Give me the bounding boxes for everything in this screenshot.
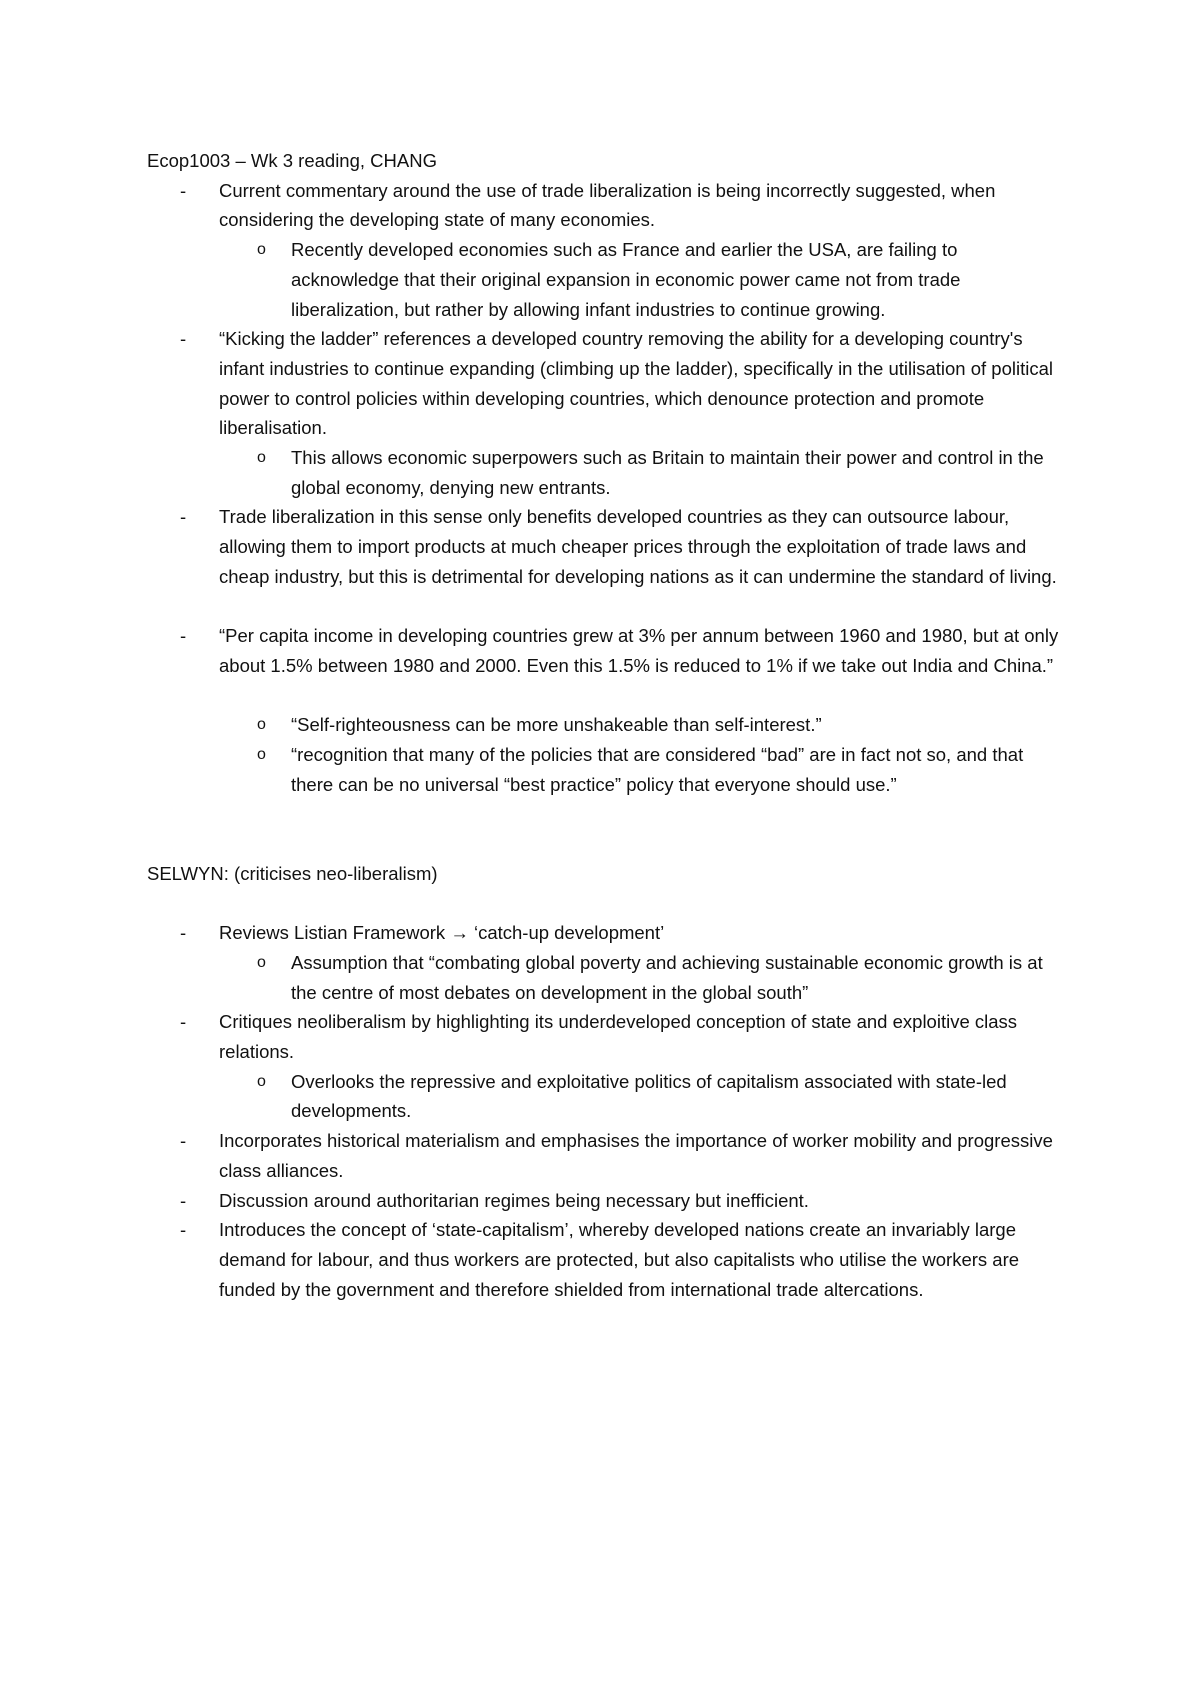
sub-list-item bbox=[219, 740, 1067, 799]
dash-marker: - bbox=[180, 922, 187, 944]
document-body bbox=[147, 146, 1067, 1304]
list-item bbox=[147, 1007, 1067, 1126]
selwyn-list bbox=[147, 918, 1067, 1304]
list-item bbox=[147, 324, 1067, 502]
bullet-marker: o bbox=[257, 716, 266, 734]
blank-line bbox=[219, 681, 1067, 711]
chang-heading: Ecop1003 – Wk 3 reading, CHANG bbox=[147, 150, 437, 171]
bullet-marker: o bbox=[257, 953, 266, 971]
sub-list-item bbox=[219, 948, 1067, 1007]
list-item-text: Critiques neoliberalism by highlighting its underdeveloped conception of state and exploitive class relations. bbox=[219, 1011, 1018, 1063]
chang-list bbox=[147, 176, 1067, 800]
sub-list-item-text: “Self-righteousness can be more unshakeable than self-interest.” bbox=[291, 714, 822, 736]
list-item-text: Reviews Listian Framework bbox=[219, 922, 451, 944]
sub-list-item bbox=[219, 710, 1067, 740]
list-item bbox=[147, 502, 1067, 591]
right-arrow-icon: → bbox=[450, 922, 469, 944]
dash-marker: - bbox=[180, 625, 187, 647]
dash-marker: - bbox=[180, 506, 187, 528]
list-item bbox=[147, 621, 1067, 799]
selwyn-heading: SELWYN: (criticises neo-liberalism) bbox=[147, 862, 438, 884]
blank-line bbox=[147, 889, 1067, 919]
list-item bbox=[147, 1126, 1067, 1185]
dash-marker: - bbox=[180, 1130, 187, 1152]
list-item-text: “Kicking the ladder” references a developed country removing the ability for a developing country's infant industries to continue expanding (climbing up the ladder), specifically in the utilisation of political power to control policies within developing countries, which denounce protection and promote liberalisation. bbox=[219, 328, 1053, 439]
section-spacer bbox=[147, 799, 1067, 858]
sub-list-item bbox=[219, 235, 1067, 324]
bullet-marker: o bbox=[257, 449, 266, 467]
list-item-text: Incorporates historical materialism and emphasises the importance of worker mobility and progressive class alliances. bbox=[219, 1130, 1053, 1181]
dash-marker: - bbox=[180, 1189, 187, 1211]
sub-list bbox=[219, 235, 1067, 324]
list-item-text: Discussion around authoritarian regimes being necessary but inefficient. bbox=[219, 1189, 809, 1211]
sub-list-item-text: Recently developed economies such as France and earlier the USA, are failing to acknowledge that their original expansion in economic power came not from trade liberalization, but rather by allowing infant industries to continue growing. bbox=[291, 239, 961, 320]
list-item-text: Introduces the concept of ‘state-capitalism’, whereby developed nations create an invariably large demand for labour, and thus workers are protected, but also capitalists who utilise the workers are funded by the government and therefore shielded from international trade altercations. bbox=[219, 1219, 1020, 1300]
sub-list-item bbox=[219, 443, 1067, 502]
list-item bbox=[147, 1186, 1067, 1216]
sub-list bbox=[219, 1067, 1067, 1126]
sub-list bbox=[219, 948, 1067, 1007]
sub-list-item-text: This allows economic superpowers such as Britain to maintain their power and control in the global economy, denying new entrants. bbox=[291, 447, 1044, 498]
sub-list-item-text: “recognition that many of the policies that are considered “bad” are in fact not so, and that there can be no universal “best practice” policy that everyone should use.” bbox=[291, 744, 1024, 795]
list-item-text: Trade liberalization in this sense only benefits developed countries as they can outsource labour, allowing them to import products at much cheaper prices through the exploitation of trade laws and cheap industry, but this is detrimental for developing nations as it can undermine the standard of living. bbox=[219, 506, 1057, 587]
sub-list-item-text: Assumption that “combating global poverty and achieving sustainable economic growth is at the centre of most debates on development in the global south” bbox=[291, 951, 1043, 1003]
list-item-text: Current commentary around the use of trade liberalization is being incorrectly suggested, when considering the developing state of many economies. bbox=[219, 179, 996, 231]
list-item-text-continued: ‘catch-up development’ bbox=[468, 922, 665, 944]
list-item bbox=[147, 1215, 1067, 1304]
list-item bbox=[147, 918, 1067, 1007]
sub-list bbox=[219, 443, 1067, 502]
bullet-marker: o bbox=[257, 746, 266, 764]
sub-list-item bbox=[219, 1067, 1067, 1126]
dash-marker: - bbox=[180, 1219, 187, 1241]
dash-marker: - bbox=[180, 328, 187, 350]
list-item-text: “Per capita income in developing countries grew at 3% per annum between 1960 and 1980, but at only about 1.5% between 1980 and 2000. Even this 1.5% is reduced to 1% if we take out India and China.” bbox=[219, 625, 1059, 676]
bullet-marker: o bbox=[257, 1072, 266, 1090]
dash-marker: - bbox=[180, 179, 187, 201]
bullet-marker: o bbox=[257, 241, 266, 259]
dash-marker: - bbox=[180, 1011, 187, 1033]
sub-list-item-text: Overlooks the repressive and exploitative politics of capitalism associated with state-led developments. bbox=[291, 1070, 1007, 1122]
list-item bbox=[147, 176, 1067, 325]
sub-list bbox=[219, 710, 1067, 799]
